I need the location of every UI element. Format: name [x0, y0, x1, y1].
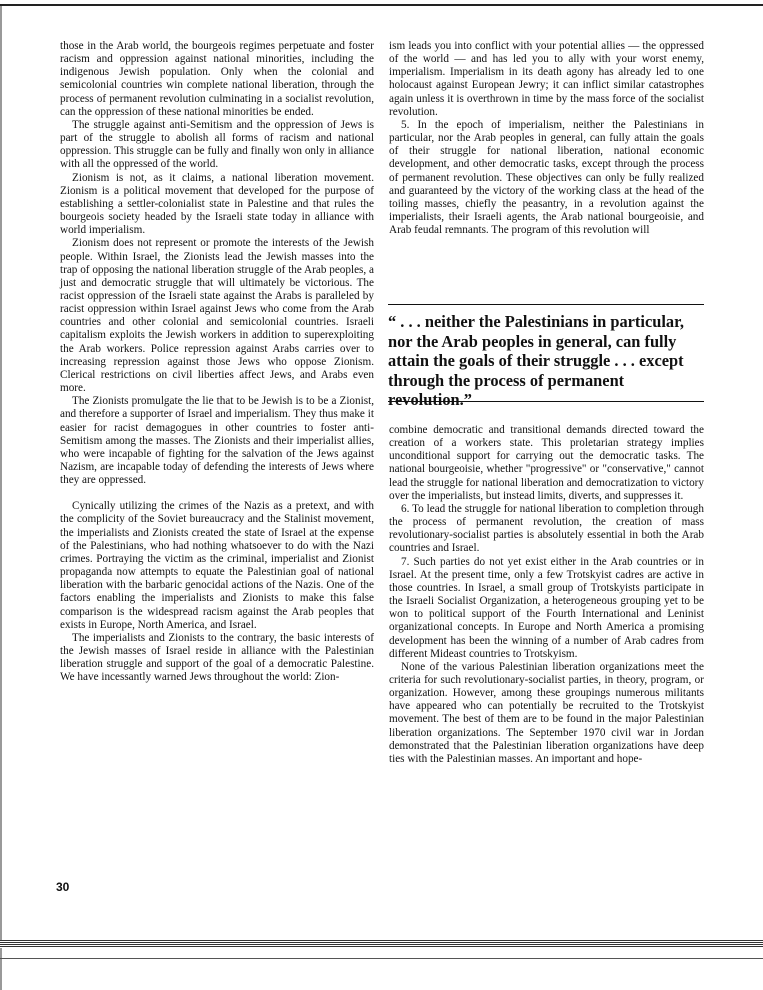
- page-number: 30: [56, 880, 70, 894]
- right-text-column-top: [389, 40, 704, 237]
- bottom-border-band: [0, 940, 763, 948]
- paragraph: combine democratic and transitional demands directed toward the creation of a workers state. This proletarian strategy implies unconditional support for carrying out the democratic tasks. The national bourgeoisie, whether "progressive" or "conservative," cannot lead the struggle for national liberation and democratization to victory over the imperialists, but instead limits, diverts, and suppresses it.: [389, 424, 704, 502]
- paragraph: The struggle against anti-Semitism and the oppression of Jews is part of the struggle to abolish all forms of racism and national oppression. This struggle can be fully and finally won only in alliance with all the oppressed of the world.: [60, 118, 374, 171]
- left-scan-edge: [0, 6, 2, 990]
- paragraph: 6. To lead the struggle for national liberation to completion through the process of permanent revolution, the creation of mass revolutionary-socialist parties is absolutely essential in both the Arab countries and Israel.: [389, 502, 704, 555]
- paragraph: Cynically utilizing the crimes of the Nazis as a pretext, and with the complicity of the Soviet bureaucracy and the Stalinist movement, the imperialists and Zionists created the state of Israel at the expense of the Palestinians, who had nothing whatsoever to do with the Nazi crimes. Portraying the victim as the criminal, imperialist and Zionist propaganda now attempts to equate the Palestinian goal of national liberation with the barbaric genocidal actions of the Nazis. One of the factors enabling the imperialists and Zionists to make this false comparison is the widespread racism against the Arab peoples that exists in Europe, North America, and Israel.: [60, 500, 374, 631]
- paragraph: 5. In the epoch of imperialism, neither the Palestinians in particular, nor the Arab peoples in general, can fully attain the goals of their struggle for national liberation, national economic development, and other democratic tasks, except through the process of permanent revolution. These objectives can only be fully realized and guaranteed by the victory of the working class at the head of the toiling masses, chiefly the peasantry, in a revolution against the imperialists, their Israeli agents, the Arab national bourgeoisie, and Arab feudal remnants. The program of this revolution will: [389, 118, 704, 237]
- paragraph: those in the Arab world, the bourgeois regimes perpetuate and foster racism and oppression against national minorities, including the indigenous Jewish population. Only when the colonial and semicolonial countries win complete national liberation, through the process of permanent revolution culminating in a socialist revolution, can the oppression of these national minorities be ended.: [60, 40, 374, 118]
- paragraph: The imperialists and Zionists to the contrary, the basic interests of the Jewish masses of Israel reside in alliance with the Palestinian liberation struggle and support of the goal of a democratic Palestine. We have incessantly warned Jews throughout the world: Zion-: [60, 631, 374, 684]
- right-text-column-bottom: [389, 424, 704, 766]
- paragraph: 7. Such parties do not yet exist either in the Arab countries or in Israel. At the present time, only a few Trotskyist cadres are active in those countries. In Israel, a small group of Trotskyists participate in the Israeli Socialist Organization, a heterogeneous grouping yet to be won to political support of the Fourth International and Leninist organizational concepts. In Europe and North America a promising development has been the winning of a number of Arab cadres from different Mideast countries to Trotskyism.: [389, 555, 704, 660]
- bottom-border-line: [0, 958, 763, 959]
- paragraph: Zionism is not, as it claims, a national liberation movement. Zionism is a political movement that developed for the purpose of establishing a settler-colonialist state in Palestine and that rules the bourgeois society headed by the Israeli state today in alliance with world imperialism.: [60, 171, 374, 237]
- paragraph: The Zionists promulgate the lie that to be Jewish is to be a Zionist, and therefore a supporter of Israel and imperialism. They thus make it easier for racist demagogues in other countries to foster anti-Semitism among the masses. The Zionists and their imperialist allies, who were incapable of fighting for the salvation of the Jews against Nazism, are incapable today of defending the interests of Jews where they are oppressed.: [60, 395, 374, 487]
- left-text-column: [60, 40, 374, 685]
- paragraph: ism leads you into conflict with your potential allies — the oppressed of the world — and has led you to ally with your worst enemy, imperialism. Imperialism in its death agony has already led to one holocaust against European Jewry; it can inflict similar catastrophes again unless it is overthrown in time by the mass force of the socialist revolution.: [389, 40, 704, 118]
- paragraph: None of the various Palestinian liberation organizations meet the criteria for such revolutionary-socialist parties, in theory, program, or organization. However, among these groupings numerous militants have appeared who can potentially be recruited to the Trotskyist movement. The best of them are to be found in the major Palestinian liberation organizations. The September 1970 civil war in Jordan demonstrated that the Palestinian liberation organizations have deep ties with the Palestinian masses. An important and hope-: [389, 660, 704, 765]
- pull-quote: “ . . . neither the Palestinians in particular, nor the Arab peoples in general, can fully attain the goals of their struggle . . . except through the process of permanent revolution.”: [388, 304, 704, 402]
- paragraph: Zionism does not represent or promote the interests of the Jewish people. Within Israel, the Zionists lead the Jewish masses into the trap of opposing the national liberation struggle of the Arab peoples, a just and democratic struggle that will ultimately be victorious. The racist oppression of the Israeli state against the Arabs is paralleled by racist oppression within Israel against Jews who come from the Arab countries and other colonial and semicolonial countries. Israeli capitalism exploits the Jewish workers in addition to superexploiting the Arab workers. Police repression against Arabs carries over to increasing repression against those Jews who oppose Zionism. Clerical restrictions on civil liberties affect Jews, and Arabs even more.: [60, 237, 374, 395]
- top-border-line: [0, 4, 763, 6]
